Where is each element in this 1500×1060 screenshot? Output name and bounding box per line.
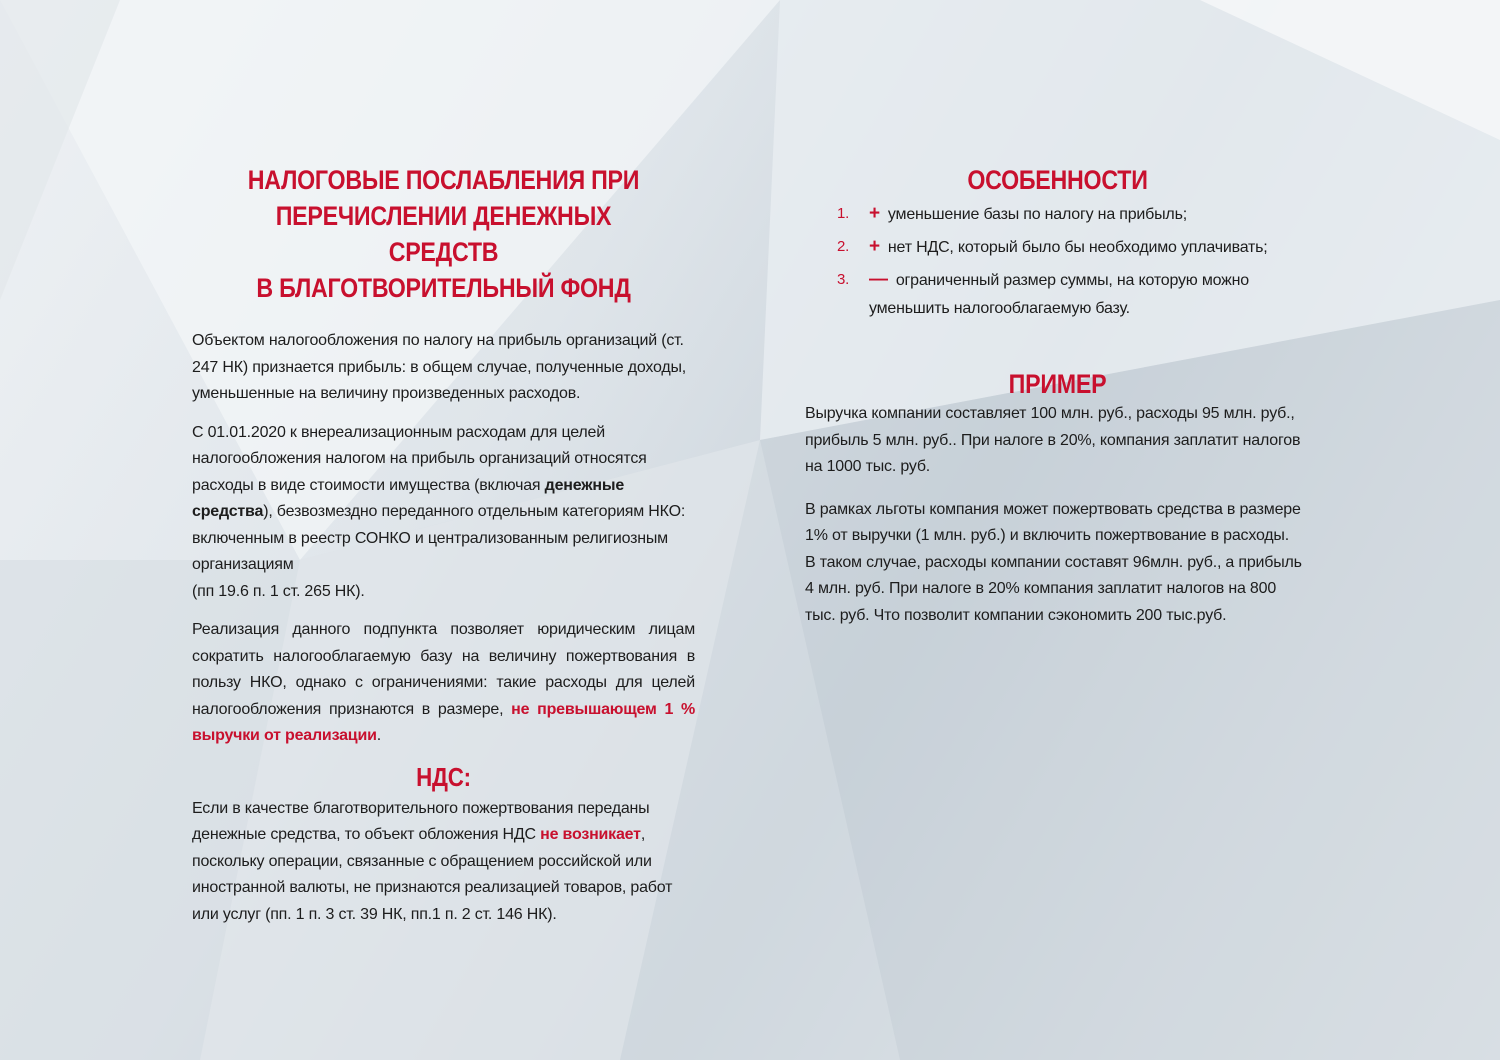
paragraph-bold-text: денежные средства bbox=[192, 476, 625, 520]
benefit-example-paragraph bbox=[805, 497, 1310, 630]
paragraph-text: . bbox=[376, 727, 381, 744]
paragraph-line: В рамках льготы компания может пожертвовать средства в размере 1% от выручки (1 млн. руб.) и включить пожертвование в расходы. bbox=[805, 500, 1301, 544]
paragraph-text: , поскольку операции, связанные с обращением российской или иностранной валюты, не признаются реализацией товаров, работ или услуг (пп. 1 п. 3 ст. 39 НК, пп.1 п. 2 ст. 146 НК). bbox=[192, 826, 673, 923]
list-item-number: 3. bbox=[837, 271, 850, 288]
list-item bbox=[805, 200, 1310, 229]
list-item bbox=[805, 233, 1310, 262]
main-title-line: НАЛОГОВЫЕ ПОСЛАБЛЕНИЯ ПРИ bbox=[247, 165, 640, 195]
paragraph-text: Если в качестве благотворительного пожертвования переданы денежные средства, то объект обложения НДС bbox=[192, 799, 650, 843]
left-column bbox=[192, 162, 695, 940]
features-list bbox=[805, 200, 1310, 323]
paragraph-text: Реализация данного подпункта позволяет юридическим лицам сократить налогооблагаемую базу на величину пожертвования в пользу НКО, однако с ограничениями: такие расходы для целей налогообложения признаются в размере, bbox=[192, 621, 695, 718]
paragraph-text: С 01.01.2020 к внереализационным расходам для целей налогообложения налогом на прибыль организаций относятся расходы в виде стоимости имущества (включая bbox=[192, 423, 647, 494]
list-item-number: 2. bbox=[837, 238, 850, 255]
main-title-line: В БЛАГОТВОРИТЕЛЬНЫЙ ФОНД bbox=[256, 273, 631, 303]
paragraph-text: ), безвозмездно переданного отдельным категориям НКО: включенным в реестр СОНКО и централизованным религиозным организациям bbox=[192, 503, 686, 573]
highlighted-vat-text: не возникает bbox=[540, 826, 641, 843]
list-item-text: уменьшение базы по налогу на прибыль; bbox=[887, 206, 1187, 223]
main-title bbox=[227, 162, 660, 306]
right-column bbox=[805, 162, 1310, 645]
list-item-text: ограниченный размер суммы, на которую можно уменьшить налогооблагаемую базу. bbox=[869, 272, 1249, 317]
paragraph-line: В таком случае, расходы компании составят 96млн. руб., а прибыль 4 млн. руб. При налоге в 20% компания заплатит налогов на 800 тыс. руб. Что позволит компании сэкономить 200 тыс.руб. bbox=[805, 553, 1302, 624]
example-heading: ПРИМЕР bbox=[1008, 369, 1107, 399]
limitation-paragraph bbox=[192, 617, 695, 750]
vat-paragraph bbox=[192, 796, 695, 929]
law-reference: (пп 19.6 п. 1 ст. 265 НК). bbox=[192, 582, 365, 600]
plus-icon: + bbox=[869, 236, 880, 257]
list-item-number: 1. bbox=[837, 205, 850, 222]
main-title-line: ПЕРЕЧИСЛЕНИИ ДЕНЕЖНЫХ СРЕДСТВ bbox=[275, 201, 612, 267]
minus-icon: — bbox=[869, 269, 888, 290]
features-heading: ОСОБЕННОСТИ bbox=[967, 165, 1148, 195]
highlighted-limit-text: не превышающем 1 % выручки от реализации bbox=[192, 700, 695, 744]
example-paragraph: Выручка компании составляет 100 млн. руб., расходы 95 млн. руб., прибыль 5 млн. руб.. При налоге в 20%, компания заплатит налогов на 1000 тыс. руб. bbox=[805, 405, 1301, 475]
plus-icon: + bbox=[869, 203, 880, 224]
nonoperating-expenses-paragraph bbox=[192, 420, 695, 606]
list-item-text: нет НДС, который было бы необходимо уплачивать; bbox=[887, 239, 1268, 256]
vat-heading: НДС: bbox=[416, 761, 471, 792]
list-item bbox=[805, 266, 1310, 323]
profit-tax-object-paragraph: Объектом налогообложения по налогу на прибыль организаций (ст. 247 НК) признается прибыль: в общем случае, полученные доходы, уменьшенные на величину произведенных расходов. bbox=[192, 332, 687, 402]
